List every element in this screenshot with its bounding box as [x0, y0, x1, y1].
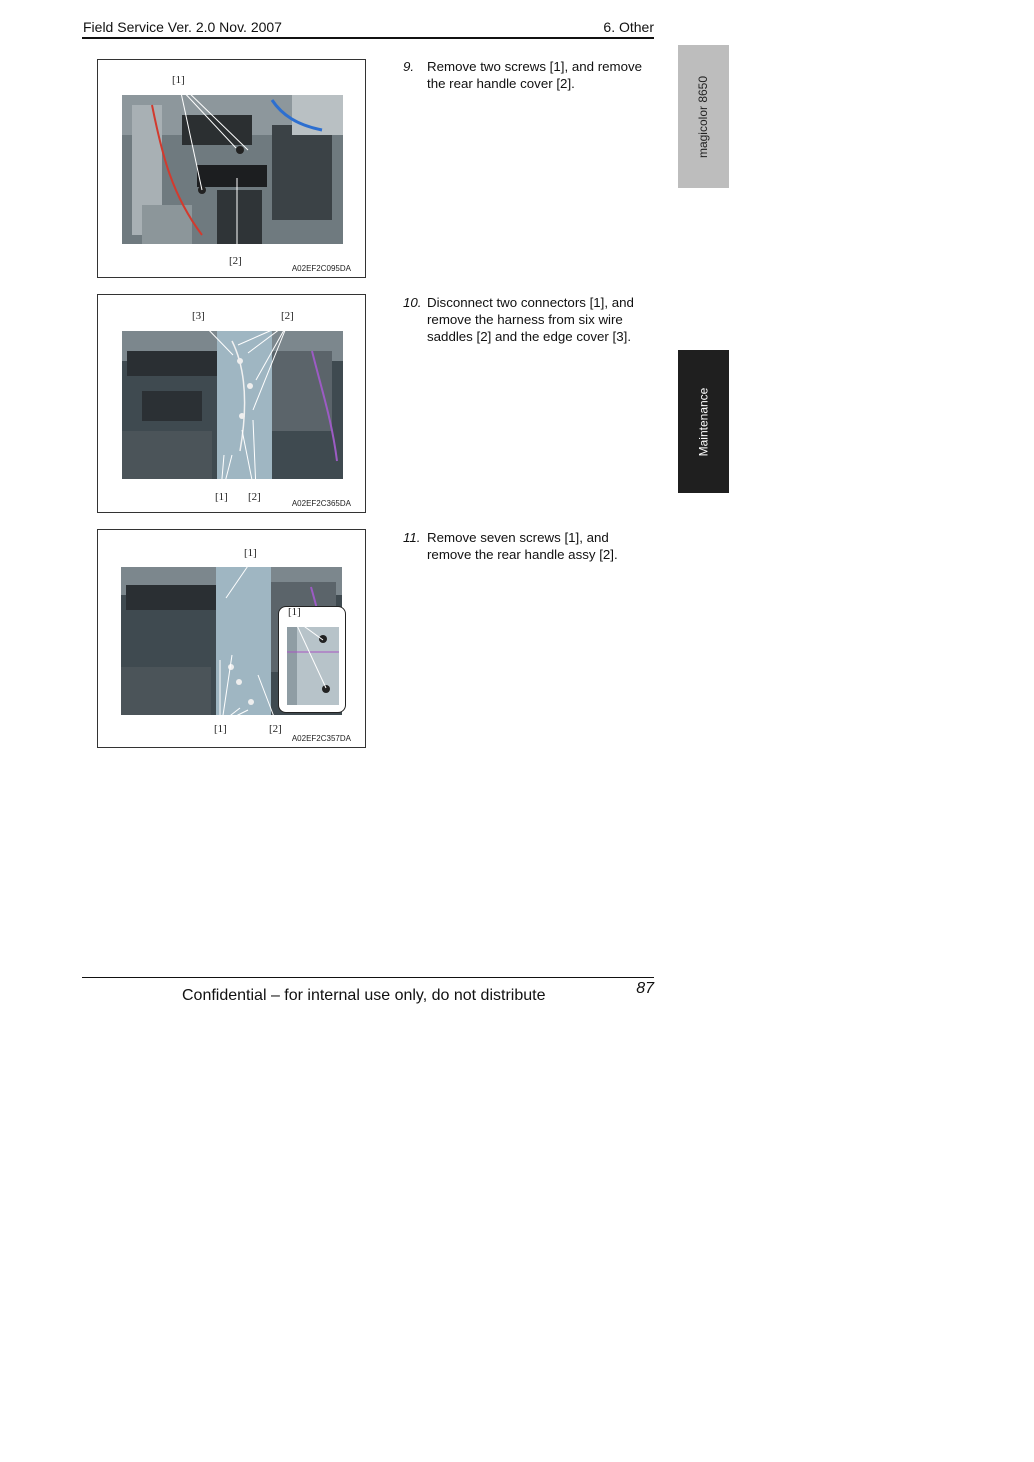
- step-11: [403, 529, 655, 563]
- footer-divider: [82, 977, 654, 978]
- step-text: Remove seven screws [1], and remove the rear handle assy [2].: [427, 530, 618, 562]
- page-number: 87: [636, 980, 654, 997]
- callout-connectors: [1]: [215, 491, 228, 503]
- callout-wire-saddles-bottom: [2]: [248, 491, 261, 503]
- callout-edge-cover: [3]: [192, 310, 205, 322]
- step-number: 9.: [403, 59, 415, 74]
- figure-rear-handle-assy: [97, 529, 366, 748]
- side-tab-section: [678, 350, 729, 493]
- step-text: Remove two screws [1], and remove the rear handle cover [2].: [427, 59, 643, 91]
- step-10: [403, 294, 655, 345]
- callout-screws-top: [1]: [244, 547, 257, 559]
- figure-rear-handle-cover: [97, 59, 366, 278]
- header-divider: [82, 37, 654, 39]
- figure-code: A02EF2C365DA: [291, 499, 351, 508]
- callout-screws: [1]: [172, 74, 185, 86]
- step-9: [403, 58, 655, 92]
- side-tab-product-label: magicolor 8650: [696, 75, 711, 158]
- figure-code: A02EF2C357DA: [291, 734, 351, 743]
- callout-wire-saddles-top: [2]: [281, 310, 294, 322]
- header-document-title: Field Service Ver. 2.0 Nov. 2007: [83, 19, 282, 35]
- step-number: 10.: [403, 295, 422, 310]
- callout-screws-bottom: [1]: [214, 723, 227, 735]
- photo-rear-handle-cover: [122, 95, 343, 244]
- callout-rear-handle-cover: [2]: [229, 255, 242, 267]
- inset-photo: [279, 607, 345, 712]
- side-tab-product: [678, 45, 729, 188]
- callout-screws-inset: [1]: [288, 606, 301, 618]
- callout-rear-handle-assy: [2]: [269, 723, 282, 735]
- figure-harness-connectors: [97, 294, 366, 513]
- photo-harness-connectors: [122, 331, 343, 479]
- header-chapter-title: 6. Other: [603, 19, 654, 35]
- inset-detail: [278, 606, 346, 713]
- step-text: Disconnect two connectors [1], and remove the harness from six wire saddles [2] and the edge cover [3].: [427, 295, 634, 344]
- step-number: 11.: [403, 530, 421, 545]
- footer-confidential-notice: Confidential – for internal use only, do not distribute: [182, 987, 546, 1004]
- side-tab-section-label: Maintenance: [696, 387, 711, 456]
- figure-code: A02EF2C095DA: [291, 264, 351, 273]
